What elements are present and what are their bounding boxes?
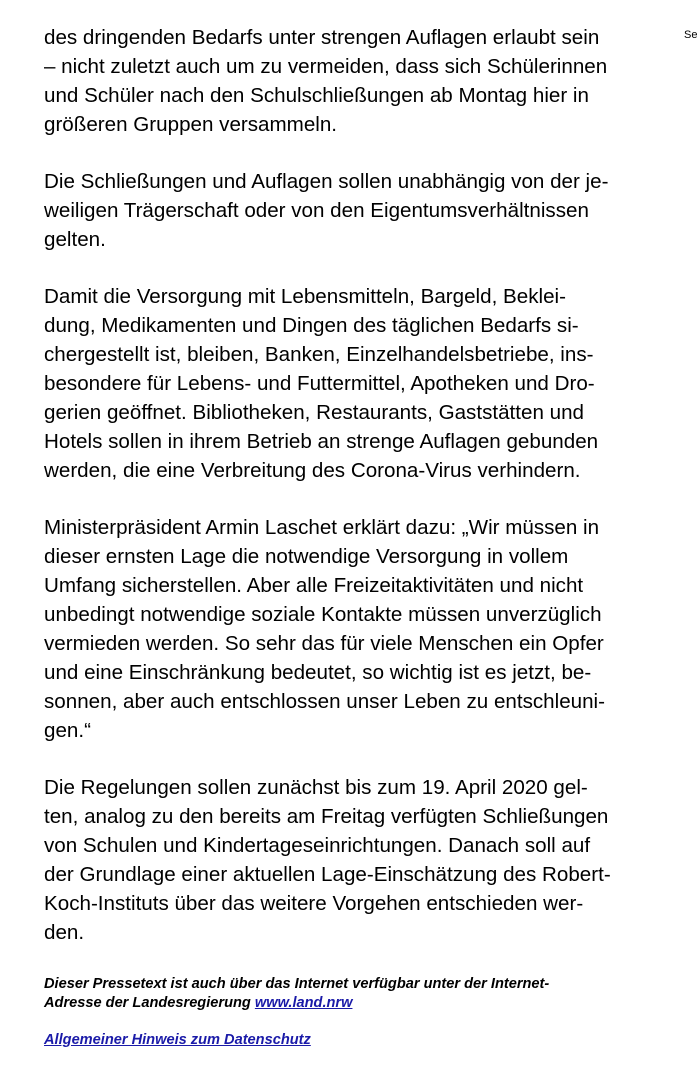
paragraph-3 xyxy=(44,282,664,485)
document-page xyxy=(44,23,664,1050)
text-line: weiligen Trägerschaft oder von den Eigentumsverhältnissen xyxy=(44,199,589,222)
text-line: Hotels sollen in ihrem Betrieb an strenge Auflagen gebunden xyxy=(44,430,599,453)
text-line: den. xyxy=(44,921,85,944)
note-prefix: Adresse der Landesregierung xyxy=(44,995,255,1011)
text-line: Die Schließungen und Auflagen sollen unabhängig von der je- xyxy=(44,170,609,193)
text-line: werden, die eine Verbreitung des Corona-Virus verhindern. xyxy=(44,459,581,482)
text-line: besondere für Lebens- und Futtermittel, Apotheken und Dro- xyxy=(44,372,595,395)
text-line: chergestellt ist, bleiben, Banken, Einzelhandelsbetriebe, ins- xyxy=(44,343,594,366)
paragraph-4-quote xyxy=(44,513,664,745)
text-line: Die Regelungen sollen zunächst bis zum 19. April 2020 gel- xyxy=(44,776,588,799)
text-line: Damit die Versorgung mit Lebensmitteln, Bargeld, Beklei- xyxy=(44,285,566,308)
text-line: – nicht zuletzt auch um zu vermeiden, dass sich Schülerinnen xyxy=(44,55,608,78)
text-line: dieser ernsten Lage die notwendige Versorgung in vollem xyxy=(44,545,569,568)
paragraph-1 xyxy=(44,23,664,139)
text-line: gelten. xyxy=(44,228,106,251)
text-line: Koch-Instituts über das weitere Vorgehen entschieden wer- xyxy=(44,892,584,915)
text-line: unbedingt notwendige soziale Kontakte müssen unverzüglich xyxy=(44,603,602,626)
text-line: größeren Gruppen versammeln. xyxy=(44,113,338,136)
text-line: gen.“ xyxy=(44,719,91,742)
text-line: ten, analog zu den bereits am Freitag verfügten Schließungen xyxy=(44,805,609,828)
paragraph-5 xyxy=(44,773,664,947)
paragraph-2 xyxy=(44,167,664,254)
margin-label: Se xyxy=(684,29,698,41)
text-line: dung, Medikamenten und Dingen des täglichen Bedarfs si- xyxy=(44,314,579,337)
text-line: sonnen, aber auch entschlossen unser Leben zu entschleuni- xyxy=(44,690,605,713)
privacy-section xyxy=(44,1031,664,1050)
website-link[interactable]: www.land.nrw xyxy=(254,995,353,1011)
text-line: von Schulen und Kindertageseinrichtungen. Danach soll auf xyxy=(44,834,591,857)
note-line xyxy=(44,994,664,1013)
text-line: des dringenden Bedarfs unter strengen Auflagen erlaubt sein xyxy=(44,26,600,49)
note-line: Dieser Pressetext ist auch über das Internet verfügbar unter der Internet- xyxy=(44,976,550,992)
text-line: und eine Einschränkung bedeutet, so wichtig ist es jetzt, be- xyxy=(44,661,592,684)
press-release-note xyxy=(44,975,664,1013)
text-line: Ministerpräsident Armin Laschet erklärt dazu: „Wir müssen in xyxy=(44,516,600,539)
text-line: und Schüler nach den Schulschließungen ab Montag hier in xyxy=(44,84,589,107)
text-line: Umfang sicherstellen. Aber alle Freizeitaktivitäten und nicht xyxy=(44,574,584,597)
text-line: gerien geöffnet. Bibliotheken, Restaurants, Gaststätten und xyxy=(44,401,584,424)
privacy-notice-link[interactable]: Allgemeiner Hinweis zum Datenschutz xyxy=(44,1032,311,1048)
text-line: der Grundlage einer aktuellen Lage-Einschätzung des Robert- xyxy=(44,863,611,886)
text-line: vermieden werden. So sehr das für viele Menschen ein Opfer xyxy=(44,632,604,655)
